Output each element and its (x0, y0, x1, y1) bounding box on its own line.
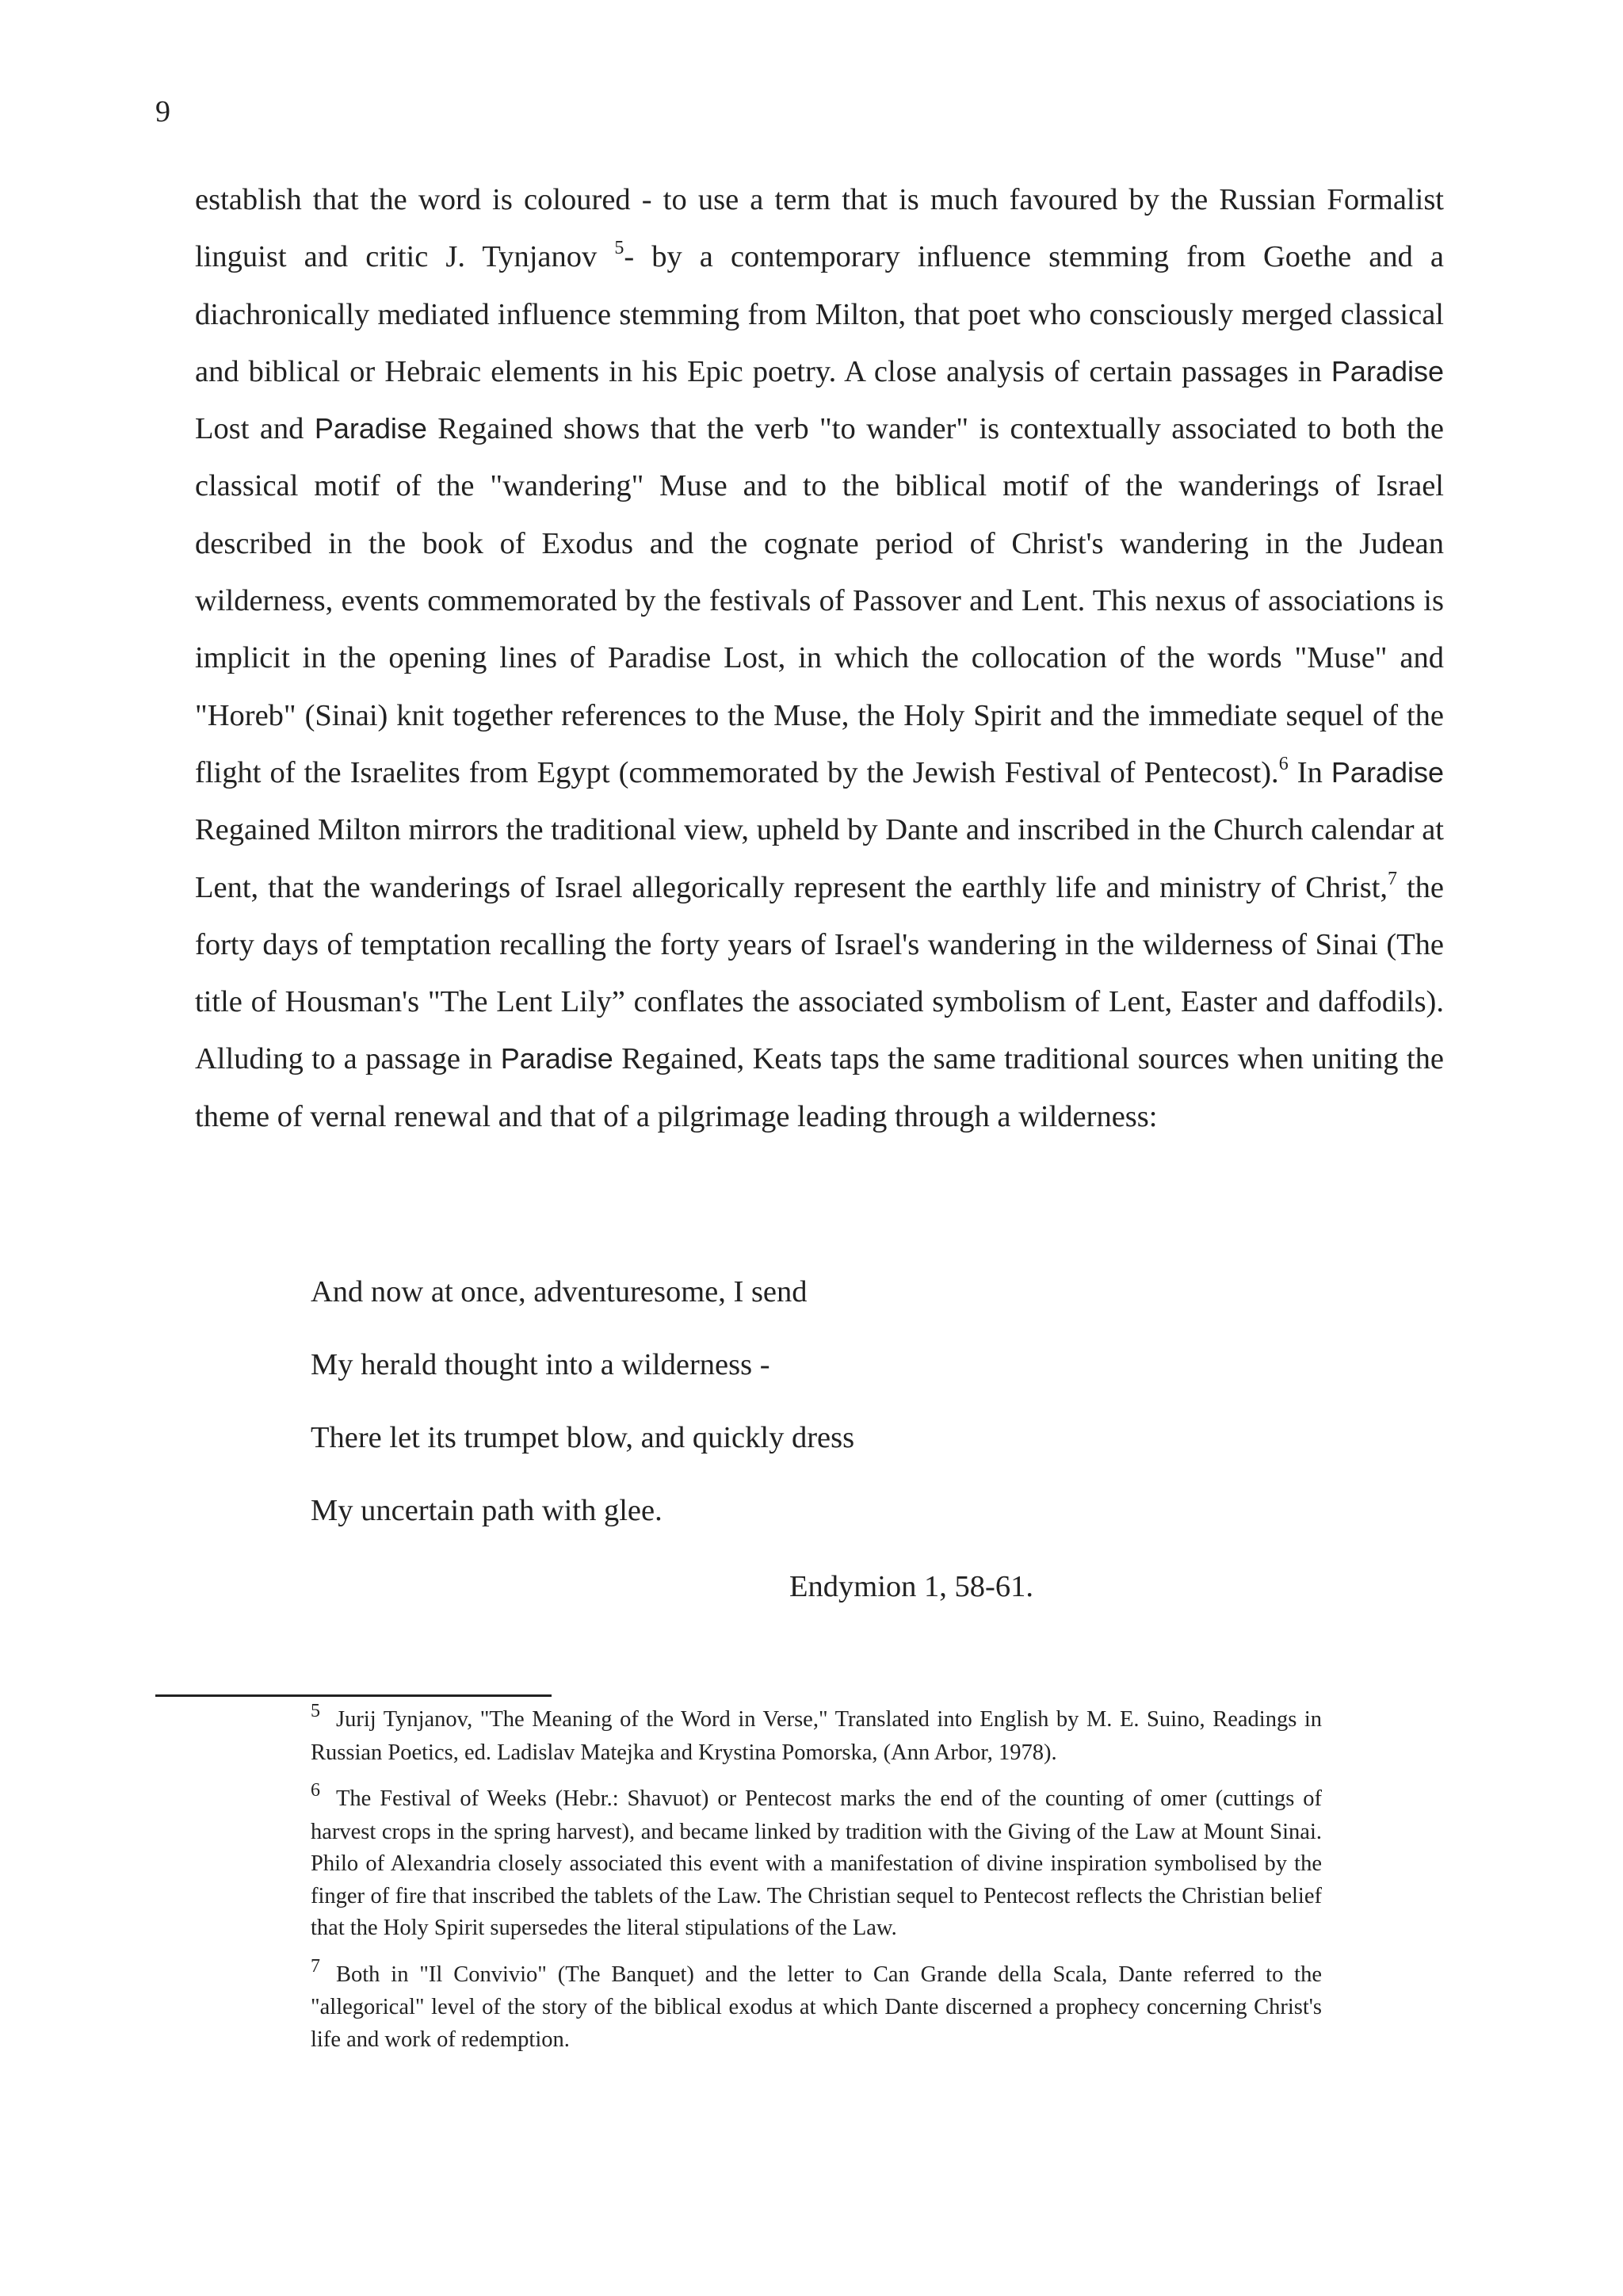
footnote-mark: 5 (311, 1701, 320, 1721)
footnote-text: Both in "Il Convivio" (The Banquet) and the letter to Can Grande della Scala, Dante referred to the "allegorical" level of the story of the biblical exodus at which Dante discerned a prophecy concerning Christ's life and work of redemption. (311, 1962, 1322, 2052)
footnote-divider (155, 1694, 552, 1697)
footnote-ref-7[interactable]: 7 (1388, 868, 1398, 889)
footnote-text: Jurij Tynjanov, "The Meaning of the Word in Verse," Translated into English by M. E. Suino, Readings in Russian Poetics, ed. Ladislav Matejka and Krystina Pomorska, (Ann Arbor, 1978). (311, 1707, 1322, 1765)
footnote-mark: 7 (311, 1955, 320, 1977)
footnote-mark: 6 (311, 1780, 320, 1801)
body-text-run: Regained, Keats taps the same traditional sources when uniting the theme of vernal renewal and that of a pilgrimage leading through a wilderness: (195, 1042, 1444, 1133)
footnote-ref-5[interactable]: 5 (614, 238, 624, 259)
footnote-ref-6[interactable]: 6 (1278, 754, 1289, 775)
body-paragraph (195, 171, 1444, 1145)
title-paradise-lost: Paradise (1331, 354, 1444, 388)
body-text-run: the forty days of temptation recalling the forty years of Israel's wandering in the wilderness of Sinai (The title of Housman's "The Lent Lily” conflates the associated symbolism of Lent, Easter and daffodils). Alluding to a passage in (195, 870, 1444, 1076)
body-text-run: establish that the word is coloured - to use a term that is much favoured by the Russian Formalist linguist and critic J. Tynjanov (195, 183, 1444, 274)
verse-quote (311, 1266, 854, 1558)
verse-line: My uncertain path with glee. (311, 1494, 663, 1527)
footnote-text: The Festival of Weeks (Hebr.: Shavuot) or Pentecost marks the end of the counting of omer (cuttings of harvest crops in the spring harvest), and became linked by tradition with the Giving of the Law at Mount Sinai. Philo of Alexandria closely associated this event with a manifestation of divine inspiration symbolised by the finger of fire that inscribed the tablets of the Law. The Christian sequel to Pentecost reflects the Christian belief that the Holy Spirit supersedes the literal stipulations of the Law. (311, 1786, 1322, 1940)
body-text-run: In (1288, 755, 1331, 789)
verse-source: Endymion 1, 58-61. (789, 1570, 1033, 1603)
verse-line: There let its trumpet blow, and quickly dress (311, 1421, 855, 1454)
body-text-run: - by a contemporary influence stemming from Goethe and a diachronically mediated influence stemming from Milton, that poet who consciously merged classical and biblical or Hebraic elements in his Epic poetry. A close analysis of certain passages in (195, 240, 1444, 388)
body-text-run: Lost and (195, 412, 315, 446)
footnote-5 (311, 1701, 1322, 1769)
footnote-6 (311, 1780, 1322, 1945)
verse-line: And now at once, adventuresome, I send (311, 1275, 808, 1308)
body-text-run: Regained Milton mirrors the traditional view, upheld by Dante and inscribed in the Church calendar at Lent, that the wanderings of Israel allegorically represent the earthly life and ministry of Christ, (195, 813, 1444, 904)
title-paradise-regained: Paradise (1331, 755, 1444, 789)
title-paradise-regained: Paradise (314, 412, 427, 445)
body-text-run: Regained shows that the verb "to wander" is contextually associated to both the classical motif of the "wandering" Muse and to the biblical motif of the wanderings of Israel described in the book of Exodus and the cognate period of Christ's wandering in the Judean wilderness, events commemorated by the festivals of Passover and Lent. This nexus of associations is implicit in the opening lines of Paradise Lost, in which the collocation of the words "Muse" and "Horeb" (Sinai) knit together references to the Muse, the Holy Spirit and the immediate sequel of the flight of the Israelites from Egypt (commemorated by the Jewish Festival of Pentecost). (195, 412, 1444, 789)
footnote-7 (311, 1955, 1322, 2057)
title-paradise-regained: Paradise (500, 1042, 613, 1075)
page-number: 9 (155, 95, 170, 128)
verse-line: My herald thought into a wilderness - (311, 1348, 770, 1381)
footnotes (311, 1701, 1322, 2070)
